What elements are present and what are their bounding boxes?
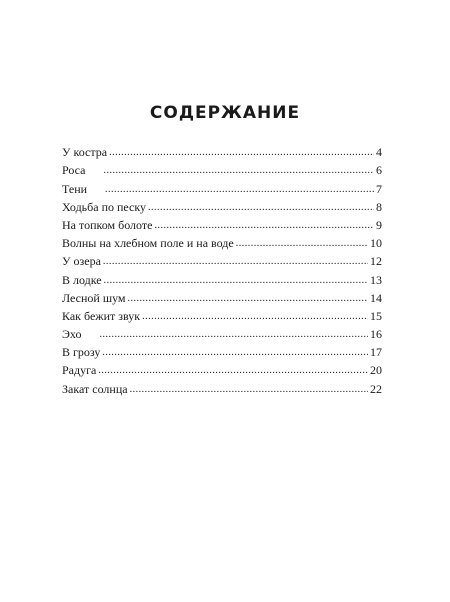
- toc-entry-page: 17: [370, 345, 382, 360]
- toc-entry-title: Радуга: [62, 363, 97, 378]
- toc-entry-page: 10: [370, 236, 382, 251]
- toc-entry: [62, 341, 382, 359]
- toc-heading: СОДЕРЖАНИЕ: [149, 103, 301, 123]
- toc-entry-page: 7: [376, 181, 382, 196]
- dot-leader: [103, 165, 374, 177]
- toc-entry-title: Как бежит звук: [62, 308, 141, 323]
- toc-entry-title: Эхо: [62, 327, 82, 342]
- toc-entry-page: 15: [370, 308, 382, 323]
- toc-entry-title: Закат солнца: [62, 381, 128, 396]
- dot-leader: [142, 311, 368, 323]
- toc-entry-title: Роса: [62, 163, 86, 178]
- toc-entry-title: В лодке: [62, 272, 102, 287]
- toc-entry-page: 20: [370, 363, 382, 378]
- toc-entry-page: 9: [376, 217, 382, 232]
- toc-entry: [62, 159, 382, 177]
- dot-leader: [109, 147, 374, 159]
- dot-leader: [99, 329, 368, 341]
- toc-entry: [62, 305, 382, 323]
- dot-leader: [103, 256, 368, 268]
- toc-entry-title: У озера: [62, 254, 101, 269]
- table-of-contents: [62, 141, 382, 396]
- dot-leader: [154, 220, 374, 232]
- toc-entry-page: 14: [370, 290, 382, 305]
- dot-leader: [105, 184, 374, 196]
- toc-entry-title: Тени: [62, 181, 88, 196]
- toc-entry-title: Волны на хлебном поле и на воде: [62, 236, 234, 251]
- dot-leader: [102, 347, 368, 359]
- toc-entry-page: 6: [376, 163, 382, 178]
- toc-entry: [62, 268, 382, 286]
- toc-entry: [62, 232, 382, 250]
- dot-leader: [148, 202, 374, 214]
- dot-leader: [104, 275, 368, 287]
- toc-entry-page: 13: [370, 272, 382, 287]
- toc-entry-page: 4: [376, 145, 382, 160]
- toc-entry: [62, 196, 382, 214]
- toc-entry: [62, 359, 382, 377]
- toc-entry-title: Лесной шум: [62, 290, 126, 305]
- toc-entry-page: 12: [370, 254, 382, 269]
- toc-entry-page: 8: [376, 199, 382, 214]
- toc-entry-title: У костра: [62, 145, 108, 160]
- toc-entry: [62, 141, 382, 159]
- toc-entry: [62, 250, 382, 268]
- toc-entry-title: В грозу: [62, 345, 101, 360]
- toc-entry-title: Ходьба по песку: [62, 199, 147, 214]
- toc-entry: [62, 377, 382, 395]
- toc-entry: [62, 177, 382, 195]
- dot-leader: [130, 384, 368, 396]
- toc-entry: [62, 287, 382, 305]
- dot-leader: [98, 365, 368, 377]
- toc-entry-title: На топком болоте: [62, 217, 153, 232]
- toc-entry: [62, 214, 382, 232]
- toc-entry: [62, 323, 382, 341]
- toc-entry-page: 22: [370, 381, 382, 396]
- dot-leader: [128, 293, 368, 305]
- dot-leader: [236, 238, 368, 250]
- toc-entry-page: 16: [370, 327, 382, 342]
